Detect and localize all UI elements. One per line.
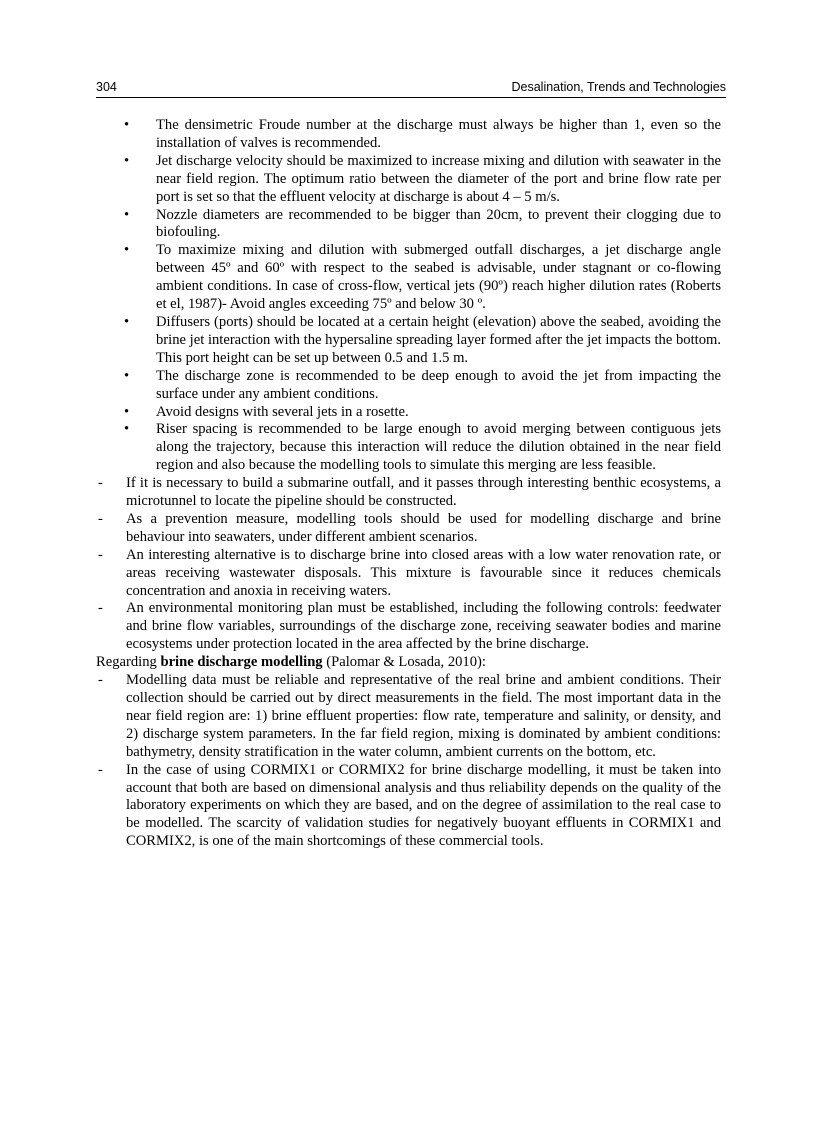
dash-text: In the case of using CORMIX1 or CORMIX2 for brine discharge modelling, it must be taken into account that both are based on dimensional analysis and thus reliability depends on the quality of the laboratory experiments on which they are based, and on the degree of assimilation to the real case to be modelled. The scarcity of validation studies for negatively buoyant effluents in CORMIX1 and CORMIX2, is one of the main shortcomings of these commercial tools. — [126, 761, 721, 850]
bullet-marker: • — [124, 152, 130, 169]
bullet-text: Jet discharge velocity should be maximized to increase mixing and dilution with seawater in the near field region. The optimum ratio between the diameter of the port and brine flow rate per port is set so that the effluent velocity at discharge is about 4 – 5 m/s. — [156, 152, 721, 205]
bullet-item — [96, 421, 721, 475]
bullet-text: Riser spacing is recommended to be large enough to avoid merging between contiguous jets along the trajectory, because this interaction will reduce the dilution obtained in the near field region and also because the modelling tools to simulate this merging are less feasible. — [156, 421, 721, 474]
bullet-text: Avoid designs with several jets in a rosette. — [156, 403, 409, 420]
bullet-marker: • — [124, 403, 130, 420]
dash-marker: - — [98, 475, 103, 492]
dash-item — [96, 475, 721, 511]
dash-marker: - — [98, 600, 103, 617]
bullet-marker: • — [124, 117, 130, 133]
modelling-intro — [96, 654, 721, 672]
dash-marker: - — [98, 761, 103, 778]
bullet-item — [96, 117, 721, 153]
running-title: Desalination, Trends and Technologies — [511, 80, 726, 94]
page-number: 304 — [96, 80, 117, 94]
dash-item — [96, 600, 721, 654]
running-header — [96, 79, 726, 98]
bullet-marker: • — [124, 421, 130, 438]
dash-text: An interesting alternative is to discharge brine into closed areas with a low water renovation rate, or areas receiving wastewater disposals. This mixture is favourable since it reduces chemicals concentration and anoxia in receiving waters. — [126, 546, 721, 599]
bullet-marker: • — [124, 206, 130, 223]
bullet-item — [96, 404, 721, 422]
bullet-text: Diffusers (ports) should be located at a certain height (elevation) above the seabed, avoiding the brine jet interaction with the hypersaline spreading layer formed after the jet impacts the bottom. This port height can be set up between 0.5 and 1.5 m. — [156, 313, 721, 366]
bullet-item — [96, 207, 721, 243]
bullet-marker: • — [124, 313, 130, 330]
dash-item — [96, 547, 721, 601]
dash-item — [96, 762, 721, 852]
bullet-item — [96, 368, 721, 404]
bullet-item — [96, 314, 721, 368]
bullet-text: The discharge zone is recommended to be deep enough to avoid the jet from impacting the surface under any ambient conditions. — [156, 367, 721, 402]
dash-marker: - — [98, 546, 103, 563]
bullet-item — [96, 242, 721, 314]
bullet-text: The densimetric Froude number at the discharge must always be higher than 1, even so the installation of valves is recommended. — [156, 117, 721, 151]
dash-text: Modelling data must be reliable and representative of the real brine and ambient conditions. Their collection should be carried out by direct measurements in the field. The most important data in the near field region are: 1) brine effluent properties: flow rate, temperature and salinity, or density, and 2) discharge system parameters. In the far field region, mixing is dominated by ambient conditions: bathymetry, density stratification in the water column, ambient currents on the bottom, etc. — [126, 672, 721, 760]
modelling-intro-suffix: (Palomar & Losada, 2010): — [322, 654, 486, 671]
modelling-intro-prefix: Regarding — [96, 654, 161, 671]
bullet-item — [96, 153, 721, 207]
dash-text: As a prevention measure, modelling tools should be used for modelling discharge and brine behaviour into seawaters, under different ambient scenarios. — [126, 510, 721, 545]
dash-marker: - — [98, 510, 103, 527]
dash-item — [96, 511, 721, 547]
dash-text: An environmental monitoring plan must be established, including the following controls: feedwater and brine flow variables, surroundings of the discharge zone, receiving seawater bodies and marine ecosystems under protection located in the area affected by the brine discharge. — [126, 600, 721, 653]
dash-marker: - — [98, 672, 103, 689]
bullet-marker: • — [124, 367, 130, 384]
dash-text: If it is necessary to build a submarine outfall, and it passes through interesting benthic ecosystems, a microtunnel to locate the pipeline should be constructed. — [126, 475, 721, 510]
body-text — [96, 117, 721, 851]
bullet-marker: • — [124, 242, 130, 259]
modelling-intro-bold: brine discharge modelling — [160, 654, 323, 671]
dash-item — [96, 672, 721, 762]
bullet-text: Nozzle diameters are recommended to be bigger than 20cm, to prevent their clogging due to biofouling. — [156, 206, 721, 241]
bullet-text: To maximize mixing and dilution with submerged outfall discharges, a jet discharge angle between 45º and 60º with respect to the seabed is advisable, under stagnant or co-flowing ambient conditions. In case of cross-flow, vertical jets (90º) reach higher dilution rates (Roberts et el, 1987)- Avoid angles exceeding 75º and below 30 º. — [156, 242, 721, 313]
